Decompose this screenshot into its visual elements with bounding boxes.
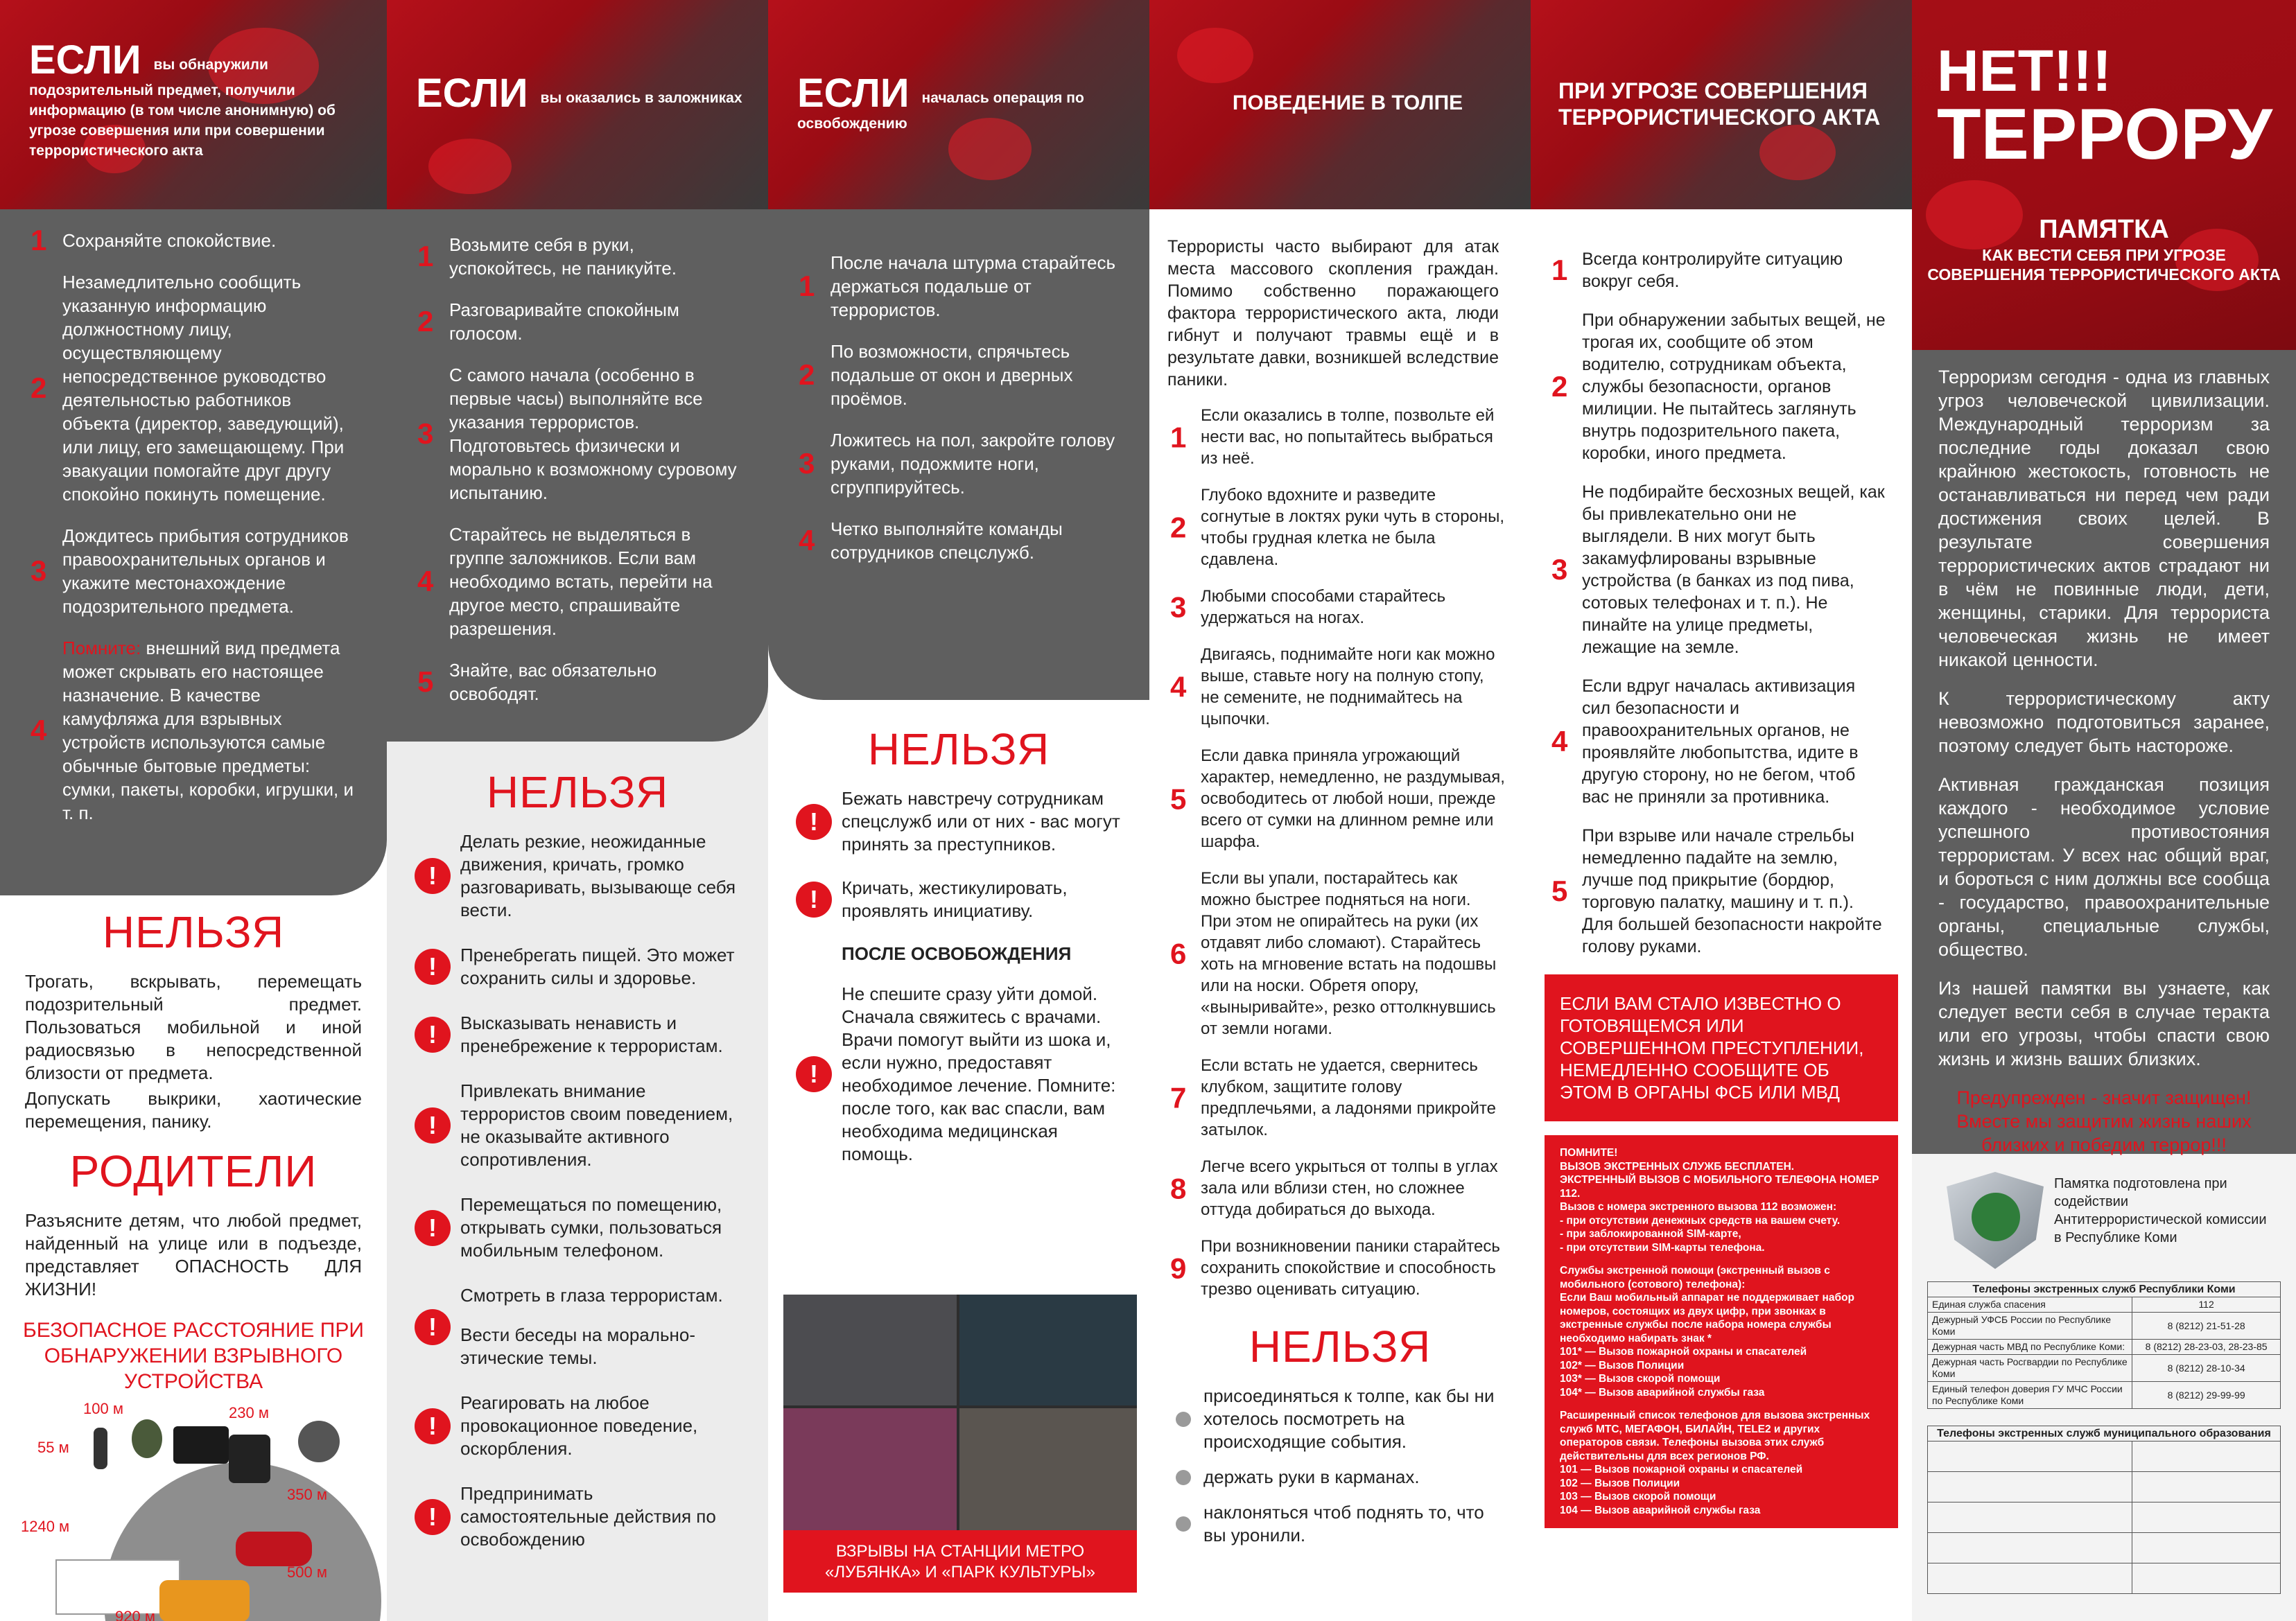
header-text: ЕСЛИ вы оказались в заложниках (416, 71, 742, 116)
column-liberation-operation (768, 0, 1149, 1621)
nelza-item: ! Предпринимать самостоятельные действия по освобождению (387, 1482, 768, 1551)
intro-paragraph: Терроризм сегодня - одна из главных угроз человеческой цивилизации. Международный терроризм за последние годы доказал свою крайнюю жестокость, готовность не останавливаться ни перед чем ради достижения своих целей. В результате совершения террористических актов страдают ни в чём не повинные люди, дети, женщины, старики. Для террориста человеческая жизнь не имеет никакой ценности. (1938, 367, 2270, 670)
column-crowd-behavior (1149, 0, 1531, 1621)
step-text: Глубоко вдохните и разведите согнутые в локтях руки чуть в стороны, чтобы грудная клетка не была сдавлена. (1201, 486, 1505, 569)
step-number: 3 (1551, 553, 1568, 586)
step-item (387, 233, 768, 280)
commission-block (1912, 1154, 2296, 1272)
parents-title: РОДИТЕЛИ (69, 1146, 318, 1196)
exclamation-icon: ! (796, 882, 832, 918)
memo-subtitle: КАК ВЕСТИ СЕБЯ ПРИ УГРОЗЕ СОВЕРШЕНИЯ ТЕРРОРИСТИЧЕСКОГО АКТА (1927, 246, 2281, 283)
nelza-title: НЕЛЬЗЯ (102, 907, 285, 957)
crowd-intro: Террористы часто выбирают для атак места массового скопления граждан. Помимо собственно поражающего фактора террористического акта, люди гибнут и получают травмы ещё и в результате давки, возникшей вследствие паники. (1167, 237, 1499, 389)
step-number: 2 (417, 305, 434, 338)
step-item (1149, 644, 1531, 730)
after-liberation-title: ПОСЛЕ ОСВОБОЖДЕНИЯ (842, 943, 1072, 964)
step-number: 4 (799, 524, 815, 557)
step-item (1531, 309, 1912, 464)
nelza-item: держать руки в карманах. (1149, 1466, 1531, 1489)
metro-photo (783, 1295, 1137, 1593)
exclamation-icon: ! (415, 1309, 451, 1345)
intro-panel (1912, 350, 2296, 1154)
table-row: Дежурная часть Росгвардии по Республике Коми 8 (8212) 28-10-34 (1928, 1355, 2281, 1382)
nelza-item: ! Привлекать внимание террористов своим поведением, не оказывайте активного сопротивления. (387, 1080, 768, 1171)
emergency-line: - при заблокированной SIM-карте, (1560, 1228, 1741, 1240)
briefcase-icon (173, 1426, 229, 1464)
step-text: Если вдруг началась активизация сил безопасности и правоохранительных органов, не проявляйте любопытства, идите в другую сторону, но не бегом, чтоб вас не приняли за противника. (1582, 676, 1859, 807)
emergency-line: Вызов с номера экстренного вызова 112 возможен: (1560, 1201, 1837, 1213)
step-item (0, 224, 387, 256)
intro-paragraph: Из нашей памятки вы узнаете, как следует вести себя в случае теракта или его угрозы, чтобы спасти свою жизнь и жизнь ваших близких. (1938, 978, 2270, 1069)
blood-splat (1759, 125, 1836, 180)
explosion-icon (298, 1421, 340, 1462)
step-number: 8 (1170, 1172, 1187, 1204)
photo-crowd (959, 1408, 1137, 1530)
nelza-item: ! Перемещаться по помещению, открывать сумки, пользоваться мобильным телефоном. (387, 1193, 768, 1262)
step-number: 5 (1170, 782, 1187, 815)
step-number: 3 (1170, 590, 1187, 624)
emergency-line: 102 — Вызов Полиции (1560, 1477, 1680, 1489)
step-text: Старайтесь не выделяться в группе заложников. Если вам необходимо встать, перейти на другое место, спрашивайте разрешения. (449, 524, 713, 639)
step-item (1531, 248, 1912, 292)
header-text: ЕСЛИ вы обнаружили подозрительный предмет, получили информацию (в том числе анонимную) об угрозе совершения или при совершении террористического акта (29, 37, 336, 159)
step-text: Не подбирайте бесхозных вещей, как бы привлекательно они не выглядели. В них могут быть закамуфлированы взрывные устройства (в банках из под пива, сотовых телефонах и т. п.). Не пинайте на улице предметы, лежащие на земле. (1582, 482, 1885, 657)
emergency-line: ПОМНИТЕ! (1560, 1147, 1618, 1159)
step-text: По возможности, спрячьтесь подальше от окон и дверных проёмов. (830, 341, 1073, 409)
bullet-icon (1176, 1412, 1191, 1427)
header-text: ПОВЕДЕНИЕ В ТОЛПЕ (1232, 91, 1463, 114)
emergency-line: ВЫЗОВ ЭКСТРЕННЫХ СЛУЖБ БЕСПЛАТЕН. (1560, 1160, 1795, 1173)
exclamation-icon: ! (415, 1499, 451, 1535)
emergency-line: 104 — Вызов аварийной службы газа (1560, 1504, 1761, 1516)
column-cover (1912, 0, 2296, 1621)
car-icon (236, 1532, 312, 1566)
column-terror-threat (1531, 0, 1912, 1621)
step-number: 1 (799, 270, 815, 302)
step-number: 3 (799, 447, 815, 480)
header-text: ЕСЛИ началась операция по освобождению (797, 71, 1084, 132)
emergency-line: 101 — Вызов пожарной охраны и спасателей (1560, 1464, 1803, 1475)
step-text: Если встать не удается, свернитесь клубком, защитите голову предплечьями, а ладонями прикройте затылок. (1201, 1056, 1496, 1139)
steps-list (1149, 405, 1531, 1300)
nelza-item: ! Кричать, жестикулировать, проявлять инициативу. (768, 877, 1149, 922)
exclamation-icon: ! (796, 1056, 832, 1092)
exclamation-icon: ! (415, 858, 451, 894)
table-row: Дежурная часть МВД по Республике Коми: 8 (8212) 28-23-03, 28-23-85 (1928, 1340, 2281, 1355)
table-row: Единая служба спасения 112 (1928, 1297, 2281, 1313)
step-text: Ложитесь на пол, закройте голову руками, подожмите ноги, сгруппируйтесь. (830, 430, 1115, 498)
step-text: При возникновении паники старайтесь сохранить спокойствие и способность трезво оценивать ситуацию. (1201, 1237, 1500, 1299)
photo-damaged-car (783, 1408, 957, 1530)
distance-title: БЕЗОПАСНОЕ РАССТОЯНИЕ ПРИ ОБНАРУЖЕНИИ ВЗРЫВНОГО УСТРОЙСТВА (23, 1319, 364, 1393)
suitcase-icon (229, 1435, 270, 1483)
step-text: При взрыве или начале стрельбы немедленно падайте на землю, лучше под прикрытие (бордюр, торговую палатку, машину и т. п.). Для большей безопасности накройте голову руками. (1582, 826, 1882, 956)
step-item (1531, 675, 1912, 808)
step-number: 4 (1551, 725, 1568, 757)
photo-caption: ВЗРЫВЫ НА СТАНЦИИ МЕТРО «ЛУБЯНКА» И «ПАРК КУЛЬТУРЫ» (783, 1530, 1137, 1593)
intro-paragraph: К террористическому акту невозможно подготовиться заранее, поэтому следует быть настороже. (1938, 688, 2270, 756)
exclamation-icon: ! (415, 1107, 451, 1144)
step-number: 3 (31, 554, 47, 587)
step-item (1149, 1156, 1531, 1220)
step-text: Незамедлительно сообщить указанную информацию должностному лицу, осуществляющему непосредственное руководство деятельностью работников объекта (директор, заведующий), или лицу, его замещающему. При эвакуации помогайте друг другу спокойно покинуть помещение. (62, 272, 345, 505)
emergency-line: 103* — Вызов скорой помощи (1560, 1373, 1721, 1385)
steps-panel (768, 209, 1149, 700)
step-item (387, 523, 768, 640)
nelza-item: ! Бежать навстречу сотрудникам спецслужб или от них - вас могут принять за преступников. (768, 787, 1149, 856)
step-number: 1 (31, 224, 47, 256)
table-row: Единый телефон доверия ГУ МЧС России по Республике Коми 8 (8212) 29-99-99 (1928, 1382, 2281, 1409)
step-item (0, 270, 387, 506)
bullet-icon (1176, 1516, 1191, 1532)
column-hostages (387, 0, 768, 1621)
step-number: 3 (417, 417, 434, 450)
nelza-title: НЕЛЬЗЯ (1249, 1322, 1432, 1372)
step-text: При обнаружении забытых вещей, не трогая их, сообщите об этом водителю, сотрудникам объектa, службы безопасности, органов милиции. Не пытайтесь заглянуть внутрь подозрительного пакета, коробки, иного предмета. (1582, 310, 1886, 463)
steps-panel (0, 209, 387, 895)
exclamation-icon: ! (415, 1408, 451, 1444)
nelza-title: НЕЛЬЗЯ (867, 724, 1050, 774)
nelza-list (1149, 1385, 1531, 1547)
nelza-item: ! Пренебрегать пищей. Это может сохранить силы и здоровье. (387, 944, 768, 990)
exclamation-icon: ! (415, 1210, 451, 1246)
distance-diagram: 100 м 230 м 55 м 350 м 1240 м 500 м 920 м (0, 1400, 387, 1621)
step-item (1531, 825, 1912, 958)
nelza-title: НЕЛЬЗЯ (486, 767, 669, 817)
step-number: 9 (1170, 1252, 1187, 1284)
nelza-item: ! Высказывать ненависть и пренебрежение к террористам. (387, 1012, 768, 1058)
step-number: 7 (1170, 1081, 1187, 1114)
municipal-phones-table: Телефоны экстренных служб муниципального образования (1927, 1426, 2281, 1594)
blood-splat (428, 139, 512, 194)
step-item (768, 251, 1149, 322)
step-number: 2 (799, 358, 815, 391)
parents-text: Разъясните детям, что любой предмет, найденный на улице или в подъезде, представляет ОПАСНОСТЬ ДЛЯ ЖИЗНИ! (25, 1210, 362, 1299)
van-icon (159, 1580, 250, 1621)
step-number: 2 (1551, 370, 1568, 403)
step-text: Возьмите себя в руки, успокойтесь, не паникуйте. (449, 234, 677, 279)
step-number: 4 (417, 565, 434, 597)
emergency-line (1560, 1254, 1883, 1264)
step-text: внешний вид предмета может скрывать его настоящее назначение. В качестве камуфляжа для взрывных устройств используются самые обычные бытовые предметы: сумки, пакеты, коробки, игрушки, и т. п. (62, 638, 354, 823)
step-number: 5 (1551, 875, 1568, 907)
header-text: ПРИ УГРОЗЕ СОВЕРШЕНИЯ ТЕРРОРИСТИЧЕСКОГО АКТА (1558, 78, 1881, 130)
step-text: После начала штурма старайтесь держаться подальше от террористов. (830, 252, 1116, 320)
intro-paragraph: Активная гражданская позиция каждого - необходимое условие успешного противостояния террористам. У всех нас общий враг, и бороться с ним должны все сообща - государство, правоохранительные органы, специальные службы, общество. (1938, 774, 2270, 960)
blood-splat (1177, 28, 1253, 83)
nelza-text-2: Допускать выкрики, хаотические перемещения, панику. (25, 1088, 362, 1132)
emergency-line: 102* — Вызов Полиции (1560, 1359, 1685, 1372)
step-number: 5 (417, 665, 434, 698)
nelza-item: ! Делать резкие, неожиданные движения, кричать, громко разговаривать, вызывающе себя вести. (387, 830, 768, 922)
step-item (0, 524, 387, 618)
exclamation-icon: ! (796, 804, 832, 840)
step-item (1149, 586, 1531, 629)
cover-title-line2: ТЕРРОРУ (1937, 94, 2272, 175)
step-text: Если оказались в толпе, позвольте ей нести вас, но попытайтесь выбраться из неё. (1201, 406, 1495, 468)
step-text: С самого начала (особенно в первые часы) выполняйте все указания террористов. Подготовьтесь физически и морально к возможному суровому испытанию. (449, 365, 737, 503)
prepared-note: Памятка подготовлена при содействии Антитеррористической комиссии в Республике Коми (2054, 1176, 2267, 1245)
emergency-line: 103 — Вызов скорой помощи (1560, 1491, 1716, 1502)
step-text: Легче всего укрыться от толпы в углах зала или вблизи стен, но сложнее оттуда добираться до выхода. (1201, 1157, 1498, 1219)
step-item (1531, 481, 1912, 658)
step-text: Всегда контролируйте ситуацию вокруг себя. (1582, 249, 1843, 291)
slogan: Предупрежден - значит защищен! Вместе мы защитим жизнь наших близких и победим террор!!! (1956, 1087, 2252, 1155)
step-item (387, 298, 768, 345)
step-text: Любыми способами старайтесь удержаться на ногах. (1201, 587, 1446, 627)
step-text: Если вы упали, постарайтесь как можно быстрее подняться на ноги. При этом не опирайтесь на руки (их отдавят либо сломают). Старайтесь хоть на мгновение встать на подошвы или на носки. Обретя опору, «выныривайте», резко оттолкнувшись от земли ногами. (1201, 869, 1497, 1038)
emergency-line: - при отсутствии SIM-карты телефона. (1560, 1241, 1765, 1254)
header-banner (0, 0, 387, 209)
remember-label: Помните: (62, 638, 141, 658)
step-number: 2 (31, 371, 47, 404)
phones-section (1912, 1272, 2296, 1594)
emergency-numbers-box (1545, 1135, 1898, 1528)
report-alert: ЕСЛИ ВАМ СТАЛО ИЗВЕСТНО О ГОТОВЯЩЕМСЯ ИЛИ СОВЕРШЕННОМ ПРЕСТУПЛЕНИИ, НЕМЕДЛЕННО СООБЩИТЕ ОБ ЭТОМ В ОРГАНЫ ФСБ ИЛИ МВД (1545, 974, 1898, 1121)
table-row: Дежурный УФСБ России по Республике Коми 8 (8212) 21-51-28 (1928, 1313, 2281, 1340)
step-number: 1 (417, 240, 434, 272)
photo-station (783, 1295, 957, 1405)
cover-title-line1: НЕТ!!! (1937, 38, 2112, 103)
header-banner (768, 0, 1149, 209)
emergency-line: Службы экстренной помощи (экстренный вызов с мобильного (сотового) телефона): (1560, 1265, 1830, 1290)
step-text: Дождитесь прибытия сотрудников правоохранительных органов и укажите местонахождение подозрительного предмета. (62, 525, 349, 617)
steps-panel (387, 209, 768, 742)
step-text: Разговаривайте спокойным голосом. (449, 299, 679, 344)
photo-train (959, 1295, 1137, 1405)
step-text: Знайте, вас обязательно освободят. (449, 660, 657, 704)
step-number: 2 (1170, 511, 1187, 544)
nelza-list (768, 787, 1149, 922)
step-item (1149, 745, 1531, 852)
step-number: 6 (1170, 937, 1187, 970)
header-banner (1149, 0, 1531, 209)
header-banner (387, 0, 768, 209)
step-item (768, 517, 1149, 564)
nelza-list (387, 830, 768, 1551)
komi-emblem-icon (1972, 1193, 2020, 1241)
emergency-line: 101* — Вызов пожарной охраны и спасателей (1560, 1346, 1807, 1358)
nelza-text-1: Трогать, вскрывать, перемещать подозрительный предмет. Пользоваться мобильной и иной радиосвязью в непосредственной близости от предмета. (25, 971, 362, 1083)
step-number: 1 (1551, 254, 1568, 286)
nelza-item: присоединяться к толпе, как бы ни хотелось посмотреть на происходящие события. (1149, 1385, 1531, 1453)
extinguisher-icon (94, 1428, 107, 1469)
nelza-item: ! Реагировать на любое провокационное поведение, оскорбления. (387, 1392, 768, 1460)
nelza-item: ! Смотреть в глаза террористам. Вести беседы на морально-этические темы. (387, 1284, 768, 1369)
header-banner (1531, 0, 1912, 209)
exclamation-icon: ! (415, 1017, 451, 1053)
emergency-line: ЭКСТРЕННЫЙ ВЫЗОВ С МОБИЛЬНОГО ТЕЛЕФОНА НОМЕР 112. (1560, 1174, 1879, 1200)
step-item (1149, 868, 1531, 1040)
bullet-icon (1176, 1470, 1191, 1485)
step-text: Если давка приняла угрожающий характер, немедленно, не раздумывая, освободитесь от любой ноши, прежде всего от сумки на длинном ремне или шарфа. (1201, 746, 1505, 851)
step-item (387, 658, 768, 706)
exclamation-icon: ! (415, 949, 451, 985)
step-item (768, 428, 1149, 499)
step-item (1149, 484, 1531, 570)
emergency-line: Если Ваш мобильный аппарат не поддерживает набор номеров, состоящих из двух цифр, при звонках в экстренные службы после набора номера службы необходимо набирать знак * (1560, 1292, 1855, 1344)
emergency-line (1560, 1399, 1883, 1409)
column-suspicious-object (0, 0, 387, 1621)
nelza-item: наклоняться чтоб поднять то, что вы уронили. (1149, 1501, 1531, 1547)
step-item (1149, 1055, 1531, 1141)
step-number: 4 (31, 714, 47, 746)
step-item (387, 363, 768, 505)
komi-phones-table: Телефоны экстренных служб Республики Коми Единая служба спасения 112 Дежурный УФСБ России по Республике Коми 8 (8212) 21-51-28 Дежурная часть МВД по Республике Коми: 8 (8212) 28-23-03, 28-23-85 Дежурная часть Росгвардии по Республике Коми 8 (8212) 28-10-34 Единый телефон доверия ГУ МЧС России по Республике Коми 8 (8212) 29-99-99 (1927, 1281, 2281, 1409)
grenade-icon (132, 1419, 162, 1458)
step-item (1149, 1236, 1531, 1300)
emergency-line: Расширенный список телефонов для вызова экстренных служб МТС, МЕГАФОН, БИЛАЙН, TELE2 и других операторов связи. Телефоны вызова этих служб действительны для всех регионов РФ. (1560, 1410, 1870, 1462)
emergency-line: 104* — Вызов аварийной службы газа (1560, 1386, 1765, 1399)
step-text: Двигаясь, поднимайте ноги как можно выше, ставьте ногу на полную стопу, не семените, не поднимайтесь на цыпочки. (1201, 645, 1495, 728)
emergency-line: - при отсутствии денежных средств на вашем счету. (1560, 1214, 1841, 1227)
step-number: 1 (1170, 421, 1187, 453)
step-text: Сохраняйте спокойствие. (62, 230, 277, 251)
step-item (768, 340, 1149, 410)
step-number: 4 (1170, 670, 1187, 703)
steps-list (1531, 209, 1912, 958)
step-text: Четко выполняйте команды сотрудников спецслужб. (830, 518, 1063, 563)
step-item (0, 636, 387, 825)
step-item (1149, 405, 1531, 469)
after-liberation-item: ! Не спешите сразу уйти домой. Сначала свяжитесь с врачами. Врачи помогут выйти из шока и, если нужно, предоставят необходимое лечение. Помните: после того, как вас спасли, вам необходима медицинская помощь. (768, 983, 1149, 1166)
cover-banner (1912, 0, 2296, 350)
memo-title: ПАМЯТКА (2039, 215, 2169, 244)
